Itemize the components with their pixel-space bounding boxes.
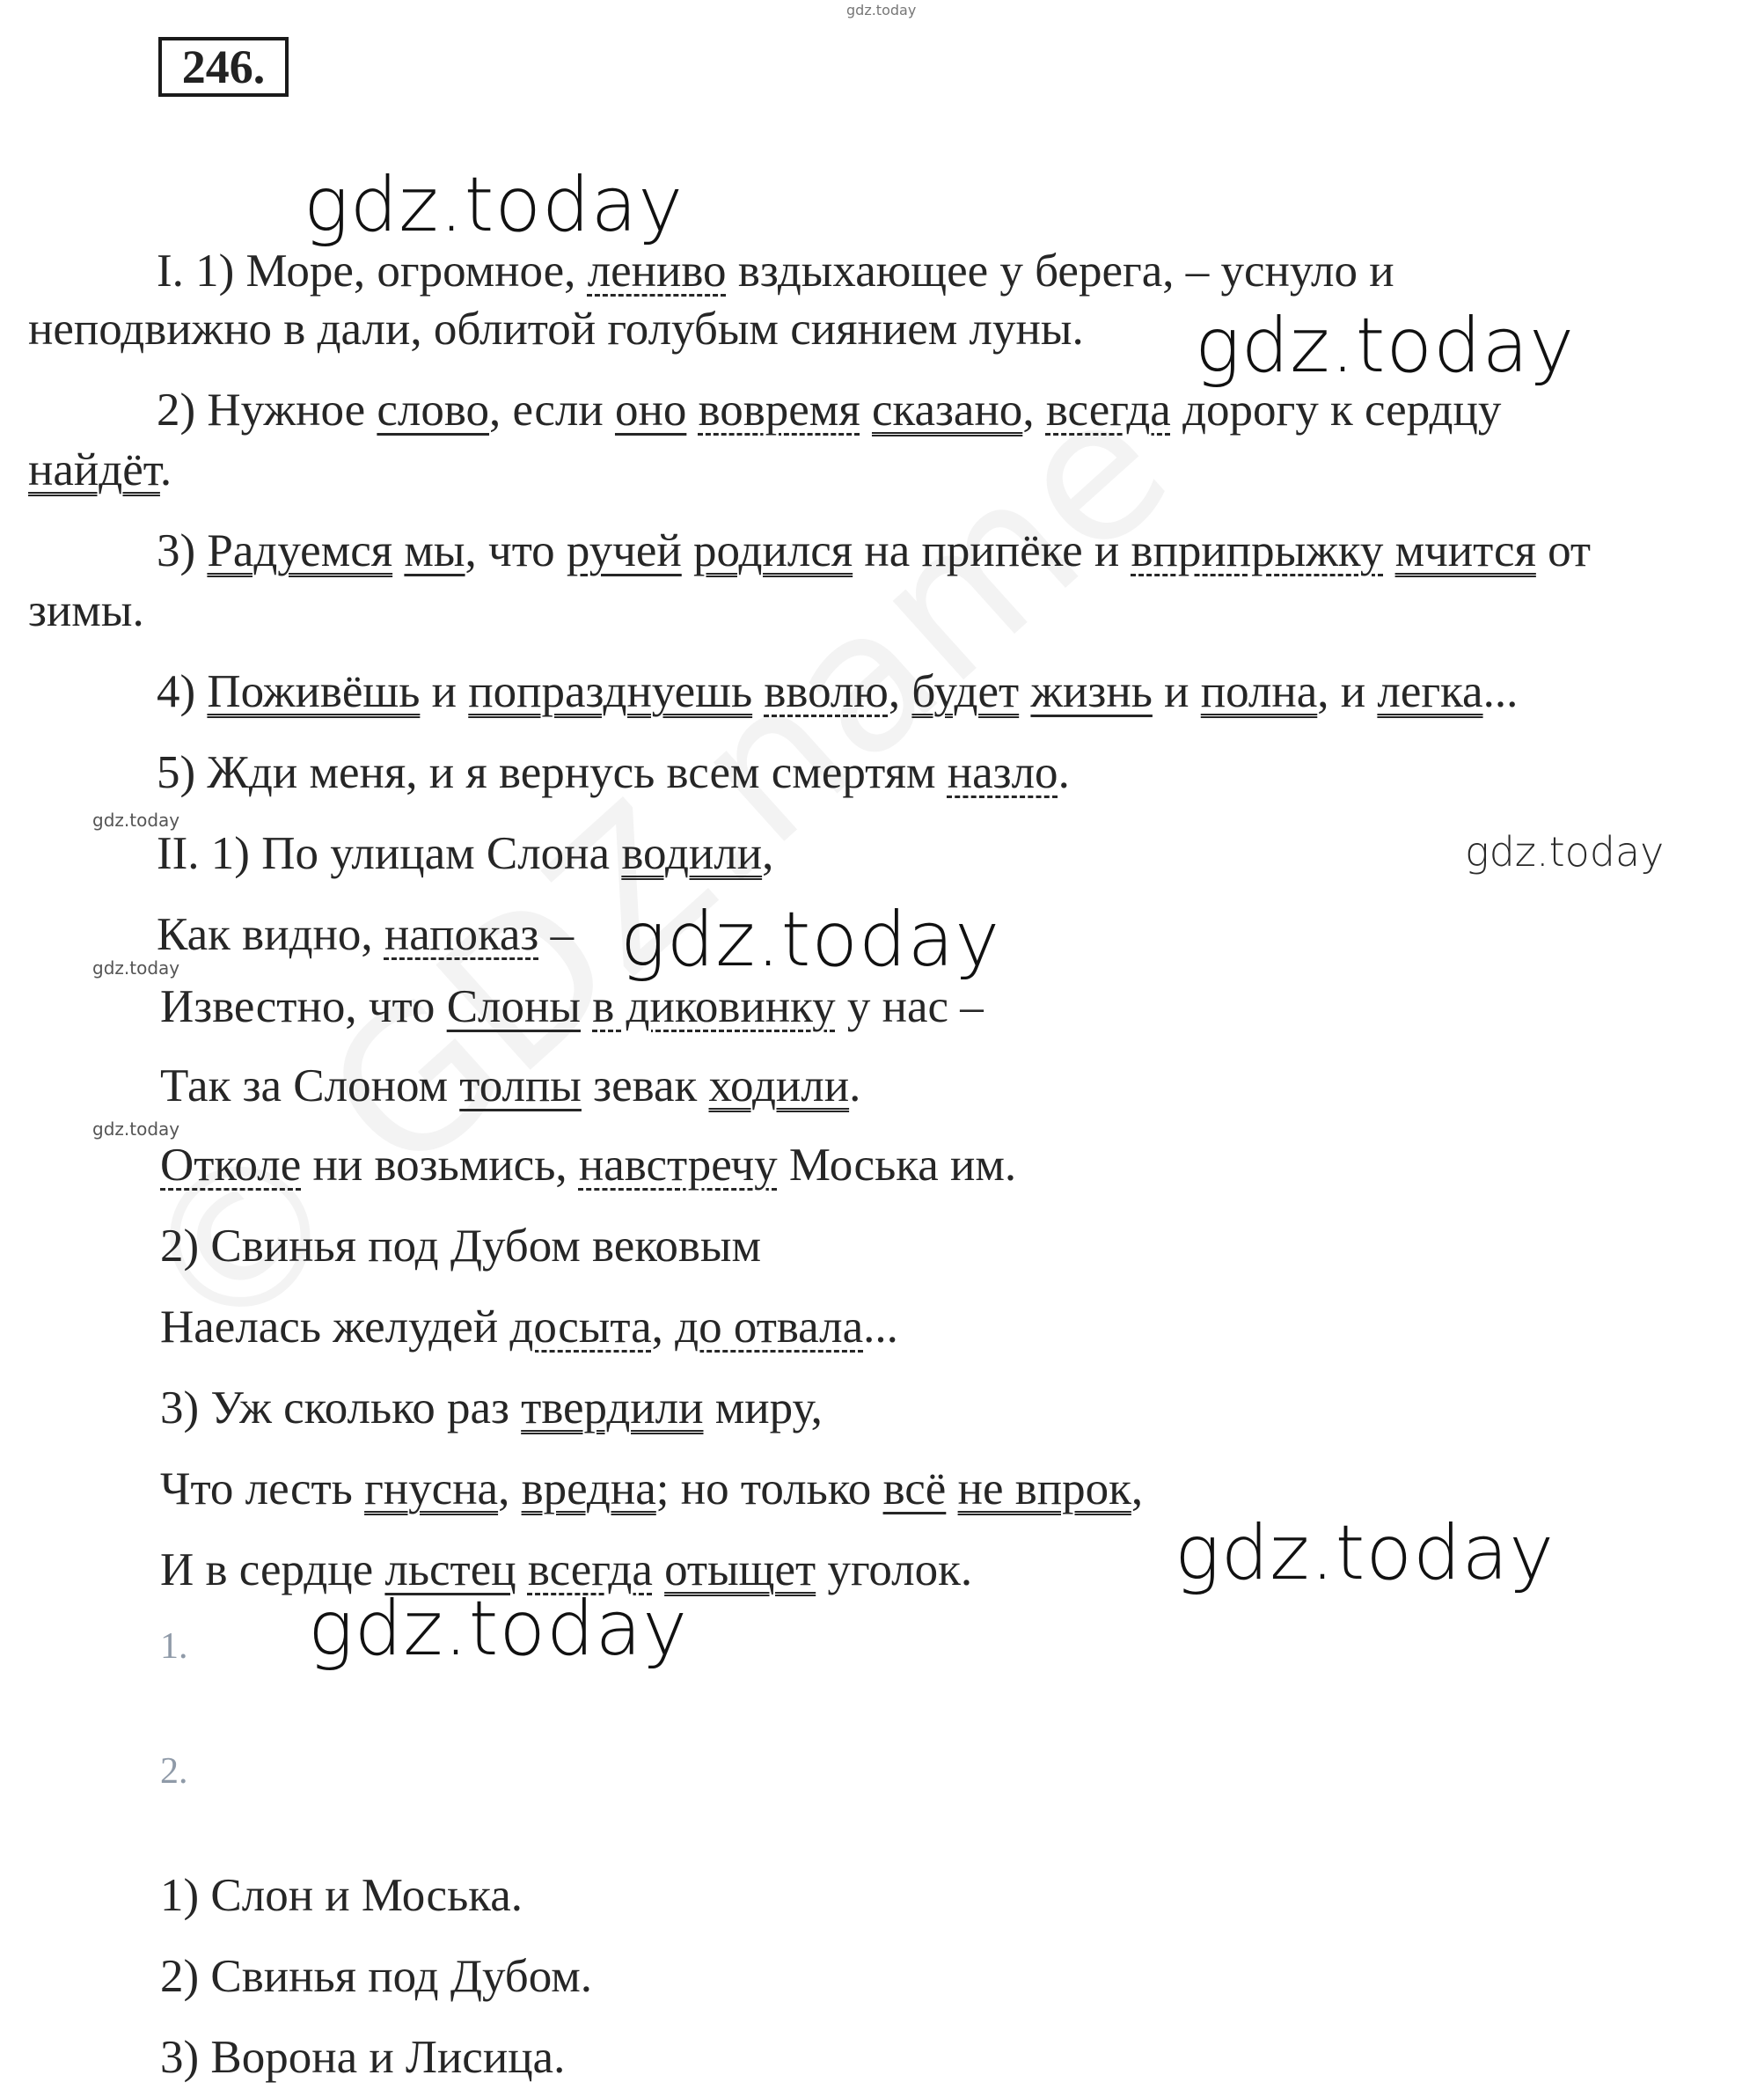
item-number-2: 2.	[160, 1751, 188, 1792]
fable-title-3: 3) Ворона и Лисица.	[160, 2032, 566, 2083]
text-line-1: I. 1) Море, огромное, лениво вздыхающее у берега, – уснуло и	[157, 246, 1394, 297]
text-line-10: Как видно, напоказ –	[157, 909, 575, 960]
watermark-1: gdz.today	[304, 161, 684, 249]
text-line-9: II. 1) По улицам Слона водили,	[157, 828, 774, 879]
text-line-6: зимы.	[28, 585, 144, 636]
text-line-13: Отколе ни возьмись, навстречу Моська им.	[160, 1140, 1017, 1191]
fable-title-1: 1) Слон и Моська.	[160, 1870, 523, 1921]
fable-title-2: 2) Свинья под Дубом.	[160, 1951, 593, 2002]
text-line-4: найдёт.	[28, 444, 172, 495]
text-line-14: 2) Свинья под Дубом вековым	[160, 1221, 762, 1272]
text-line-18: И в сердце льстец всегда отыщет уголок.	[160, 1544, 973, 1595]
text-line-5: 3) Радуемся мы, что ручей родился на припёке и вприпрыжку мчится от	[157, 525, 1592, 576]
watermark-2: gdz.today	[1195, 302, 1576, 390]
text-line-2: неподвижно в дали, облитой голубым сиянием луны.	[28, 304, 1084, 355]
task-number: 246.	[158, 37, 289, 97]
text-line-8: 5) Жди меня, и я вернусь всем смертям назло.	[157, 747, 1070, 798]
watermark-6: gdz.today	[308, 1585, 689, 1673]
text-line-7: 4) Поживёшь и попразднуешь вволю, будет жизнь и полна, и легка...	[157, 666, 1519, 717]
text-line-16: 3) Уж сколько раз твердили миру,	[160, 1382, 823, 1433]
text-line-12: Так за Слоном толпы зевак ходили.	[160, 1060, 861, 1111]
small-watermark-2: gdz.today	[92, 957, 180, 979]
text-line-3: 2) Нужное слово, если оно вовремя сказано, всегда дорогу к сердцу	[157, 385, 1502, 436]
top-watermark: gdz.today	[846, 2, 917, 18]
watermark-5: gdz.today	[1175, 1509, 1555, 1597]
watermark-3: gdz.today	[1465, 828, 1665, 876]
watermark-4: gdz.today	[620, 896, 1001, 984]
text-line-15: Наелась желудей досыта, до отвала...	[160, 1301, 898, 1353]
small-watermark-1: gdz.today	[92, 810, 180, 831]
text-line-11: Известно, что Слоны в диковинку у нас –	[160, 981, 984, 1032]
small-watermark-3: gdz.today	[92, 1118, 180, 1140]
item-number-1: 1.	[160, 1626, 188, 1667]
text-line-17: Что лесть гнусна, вредна; но только всё не впрок,	[160, 1463, 1144, 1514]
